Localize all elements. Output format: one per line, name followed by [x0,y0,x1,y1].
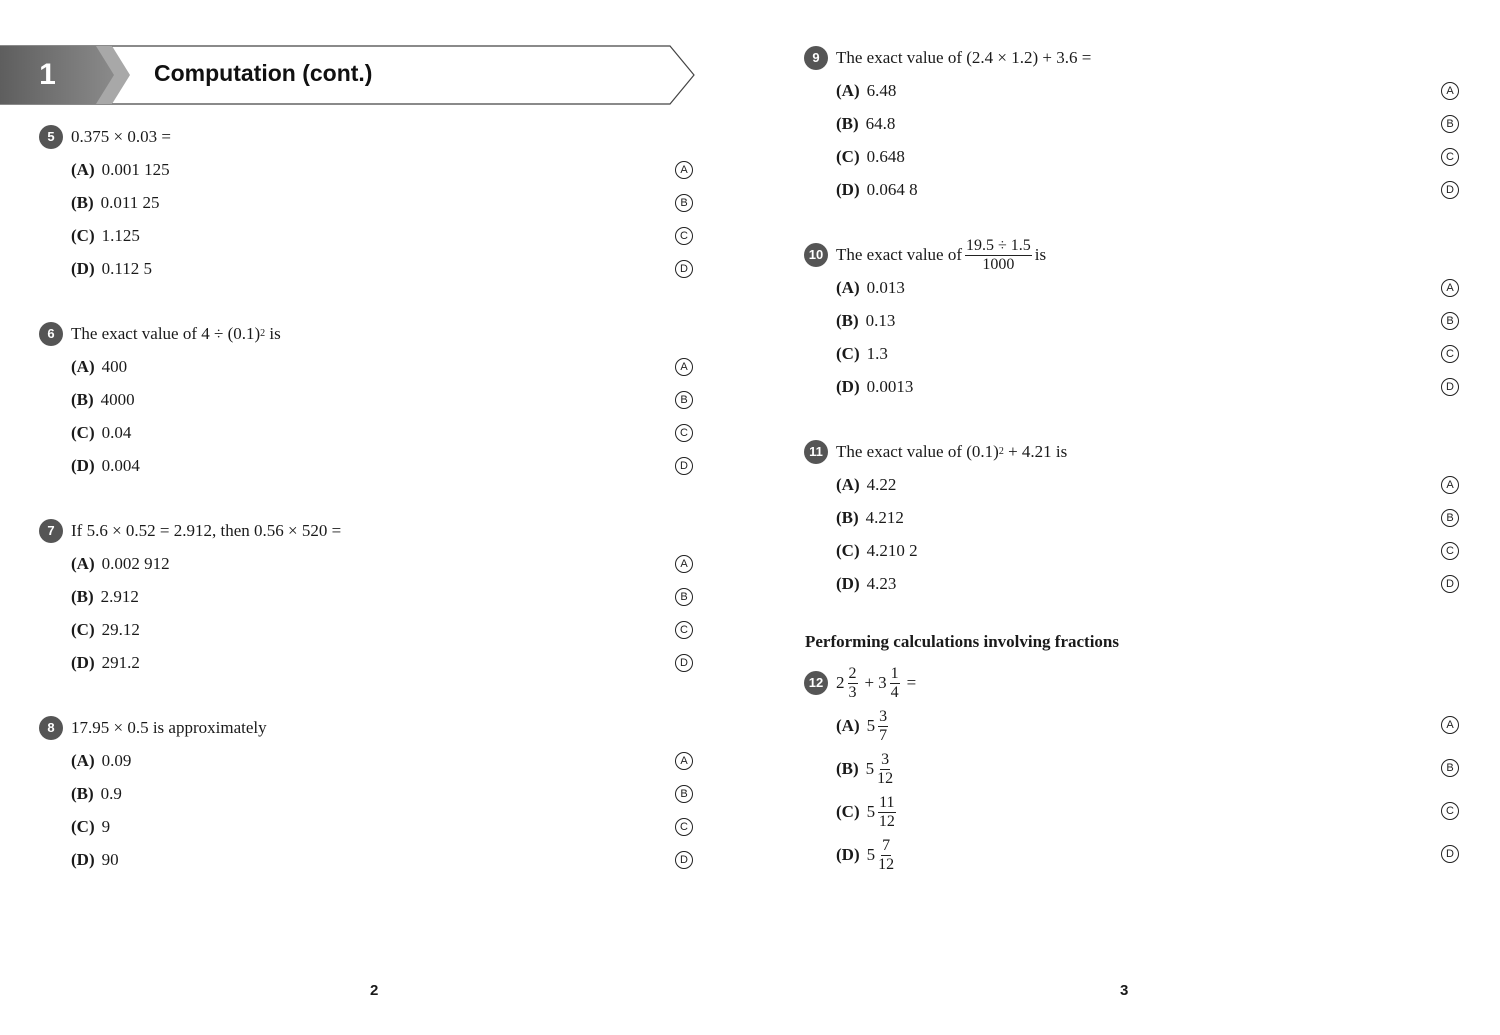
question-number: 5 [39,125,63,149]
fraction [878,795,895,830]
option-letter: (B) [836,311,859,330]
fraction-numerator: 3 [881,750,890,768]
option-a [836,708,891,744]
answer-bubble-d[interactable]: D [1441,575,1459,593]
mixed-whole: 5 [866,802,876,821]
operator: + [864,673,875,692]
answer-bubble-d[interactable]: D [1441,845,1459,863]
answer-bubble-b[interactable]: B [675,785,693,803]
option-c [71,620,140,640]
option-letter: (A) [836,475,860,494]
option-a [836,81,896,101]
option-letter: (D) [836,377,860,396]
mixed-whole: 5 [865,759,875,778]
option-letter: (D) [71,850,95,869]
option-d [836,837,897,873]
question-stem: If 5.6 × 0.52 = 2.912, then 0.56 × 520 = [71,521,342,540]
question-number: 10 [804,243,828,267]
option-value: 400 [101,357,128,376]
question-stem: The exact value of 4 ÷ (0.1) 2 is [71,324,281,343]
option-letter: (D) [836,180,860,199]
option-letter: (C) [71,620,95,639]
answer-bubble-c[interactable]: C [1441,542,1459,560]
option-value: 64.8 [865,114,896,133]
option-d [71,259,152,279]
option-a [71,160,170,180]
option-value: 4.22 [866,475,897,494]
option-b [71,587,139,607]
option-letter: (A) [71,357,95,376]
option-letter: (B) [836,508,859,527]
option-letter: (A) [71,160,95,179]
option-letter: (C) [71,226,95,245]
question-number: 8 [39,716,63,740]
option-value: 0.9 [100,784,122,803]
question-stem [836,237,1046,273]
option-value: 0.064 8 [866,180,918,199]
question-number: 12 [804,671,828,695]
question-stem: 17.95 × 0.5 is approximately [71,718,267,737]
option-a [71,751,131,771]
fraction-numerator: 19.5 ÷ 1.5 [966,236,1031,254]
mixed-whole: 2 [836,673,845,692]
answer-bubble-c[interactable]: C [1441,345,1459,363]
option-b [836,508,904,528]
option-d [836,180,918,200]
mixed-whole: 5 [866,845,876,864]
fraction-denominator: 4 [890,683,899,701]
option-value: 0.001 125 [101,160,170,179]
option-b [836,311,895,331]
option-letter: (A) [71,751,95,770]
answer-bubble-d[interactable]: D [675,457,693,475]
answer-bubble-b[interactable]: B [1441,759,1459,777]
fraction-numerator: 7 [882,836,891,854]
option-letter: (B) [71,587,94,606]
option-c [71,817,110,837]
option-value: 2.912 [100,587,139,606]
stem-text: The exact value of [836,245,963,264]
answer-bubble-a[interactable]: A [675,358,693,376]
answer-bubble-a[interactable]: A [675,555,693,573]
fraction [965,238,1032,273]
option-value: 4.212 [865,508,904,527]
option-value: 4000 [100,390,135,409]
option-letter: (C) [836,344,860,363]
option-letter: (D) [836,574,860,593]
option-letter: (A) [836,81,860,100]
option-value: 1.3 [866,344,888,363]
option-c [71,423,131,443]
stem-text: is [265,324,281,343]
answer-bubble-d[interactable]: D [1441,181,1459,199]
option-b [71,193,160,213]
fraction-numerator: 3 [879,707,888,725]
answer-bubble-d[interactable]: D [1441,378,1459,396]
option-value: 0.004 [101,456,140,475]
option-value: 0.112 5 [101,259,152,278]
question-stem [836,665,916,701]
answer-bubble-c[interactable]: C [675,424,693,442]
fraction-numerator: 11 [879,793,895,811]
answer-bubble-d[interactable]: D [675,851,693,869]
question-stem: 0.375 × 0.03 = [71,127,171,146]
option-d [71,653,140,673]
fraction [890,666,900,701]
option-value: 0.13 [865,311,896,330]
answer-bubble-a[interactable]: A [1441,82,1459,100]
question-number: 7 [39,519,63,543]
option-a [71,357,127,377]
answer-bubble-c[interactable]: C [675,227,693,245]
option-letter: (C) [836,802,860,821]
option-a [836,475,896,495]
option-letter: (D) [71,259,95,278]
option-value: 291.2 [101,653,140,672]
answer-bubble-a[interactable]: A [1441,476,1459,494]
answer-bubble-a[interactable]: A [1441,716,1459,734]
option-value: 4.210 2 [866,541,918,560]
section-heading: Performing calculations involving fractions [805,632,1120,651]
option-value: 4.23 [866,574,897,593]
fraction-denominator: 3 [848,683,857,701]
answer-bubble-b[interactable]: B [1441,115,1459,133]
option-c [836,147,905,167]
answer-bubble-d[interactable]: D [675,260,693,278]
page-number-left: 2 [370,982,379,999]
option-a [71,554,170,574]
option-letter: (B) [71,390,94,409]
fraction [848,666,858,701]
option-value: 29.12 [101,620,140,639]
mixed-whole: 3 [878,673,887,692]
option-d [71,850,119,870]
stem-text: + 4.21 is [1003,442,1068,461]
option-letter: (A) [71,554,95,573]
answer-bubble-b[interactable]: B [675,391,693,409]
option-letter: (C) [71,423,95,442]
fraction-denominator: 12 [878,812,895,830]
fraction-denominator: 12 [878,855,895,873]
option-letter: (D) [71,653,95,672]
option-c [836,344,888,364]
option-letter: (B) [71,193,94,212]
answer-bubble-b[interactable]: B [675,588,693,606]
option-value: 0.0013 [866,377,914,396]
option-b [71,784,122,804]
chapter-title: Computation (cont.) [154,60,373,86]
fraction-numerator: 1 [890,664,899,682]
answer-bubble-b[interactable]: B [675,194,693,212]
fraction [878,838,894,873]
option-value: 6.48 [866,81,897,100]
answer-bubble-d[interactable]: D [675,654,693,672]
question-number: 9 [804,46,828,70]
answer-bubble-c[interactable]: C [675,621,693,639]
answer-bubble-b[interactable]: B [1441,509,1459,527]
option-c [836,541,918,561]
option-a [836,278,905,298]
answer-bubble-a[interactable]: A [1441,279,1459,297]
option-letter: (C) [836,147,860,166]
answer-bubble-b[interactable]: B [1441,312,1459,330]
option-value: 0.648 [866,147,905,166]
fraction [877,752,893,787]
fraction-denominator: 1000 [982,255,1015,273]
answer-bubble-c[interactable]: C [675,818,693,836]
option-letter: (B) [836,759,859,778]
option-value: 90 [101,850,119,869]
stem-text: The exact value of (0.1) [836,442,999,461]
stem-text: The exact value of 4 ÷ (0.1) [71,324,261,343]
fraction-denominator: 12 [877,769,894,787]
option-letter: (C) [836,541,860,560]
answer-bubble-c[interactable]: C [1441,148,1459,166]
option-b [836,114,895,134]
option-letter: (D) [71,456,95,475]
option-value: 9 [101,817,111,836]
option-c [836,794,899,830]
option-value: 0.002 912 [101,554,170,573]
option-letter: (A) [836,716,860,735]
question-number: 11 [804,440,828,464]
option-d [836,574,896,594]
chapter-number: 1 [39,58,56,91]
option-b [71,390,135,410]
option-c [71,226,140,246]
option-value: 1.125 [101,226,140,245]
question-stem: The exact value of (0.1) 2 + 4.21 is [836,442,1068,461]
answer-bubble-a[interactable]: A [675,161,693,179]
option-letter: (C) [71,817,95,836]
option-letter: (A) [836,278,860,297]
option-letter: (B) [71,784,94,803]
answer-bubble-a[interactable]: A [675,752,693,770]
equals-sign: = [906,673,917,692]
option-letter: (B) [836,114,859,133]
option-letter: (D) [836,845,860,864]
option-value: 0.013 [866,278,905,297]
mixed-whole: 5 [866,716,876,735]
option-value: 0.09 [101,751,132,770]
option-b [836,751,896,787]
fraction-numerator: 2 [848,664,857,682]
answer-bubble-c[interactable]: C [1441,802,1459,820]
fraction-denominator: 7 [879,726,888,744]
option-value: 0.04 [101,423,132,442]
question-number: 6 [39,322,63,346]
fraction [878,709,888,744]
option-value: 0.011 25 [100,193,160,212]
stem-text: is [1034,245,1047,264]
option-d [71,456,140,476]
question-stem: The exact value of (2.4 × 1.2) + 3.6 = [836,48,1092,67]
option-d [836,377,913,397]
page-number-right: 3 [1120,982,1129,999]
